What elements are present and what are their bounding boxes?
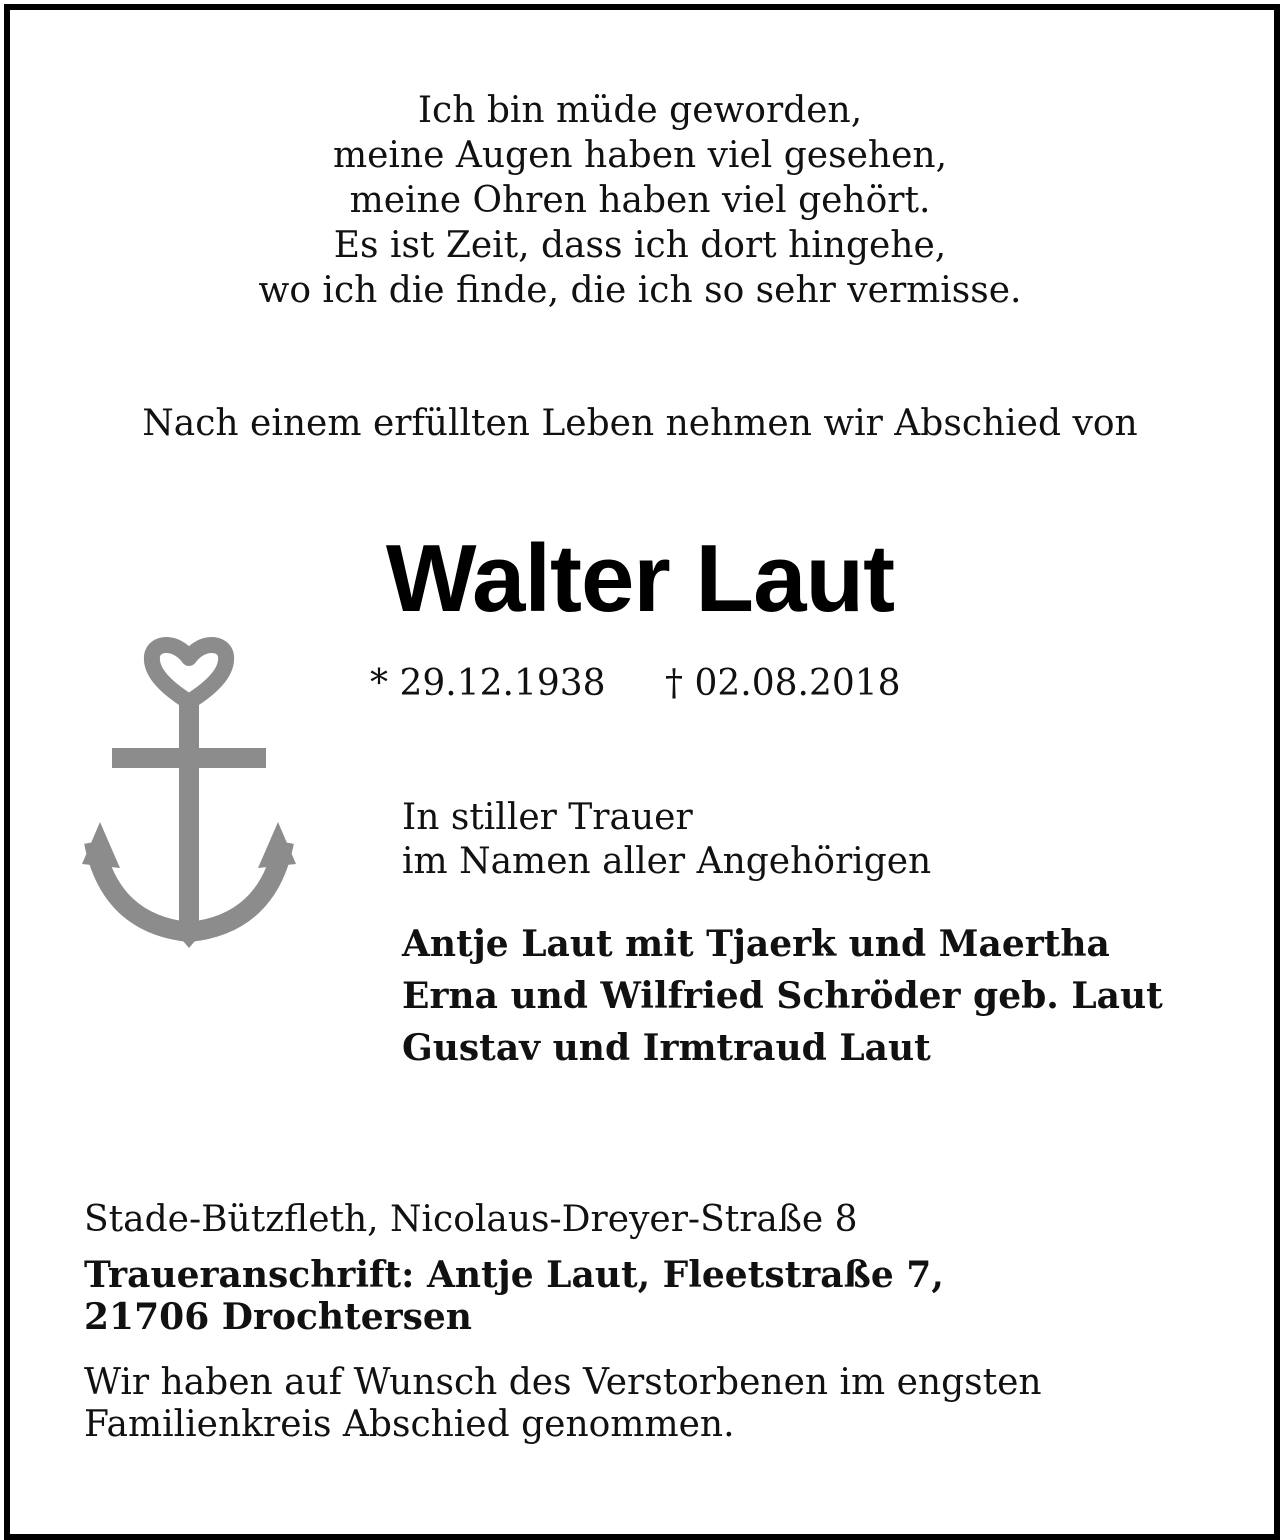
family-member: Erna und Wilfried Schröder geb. Laut [402, 975, 1163, 1017]
poem-line: wo ich die finde, die ich so sehr vermisse. [258, 270, 1022, 311]
birth-date: * 29.12.1938 [370, 663, 606, 704]
note-line: Familienkreis Abschied genommen. [84, 1404, 735, 1445]
poem [0, 88, 1280, 313]
mourning-text [402, 796, 931, 884]
closing-note [84, 1362, 1042, 1446]
poem-line: Ich bin müde geworden, [417, 90, 863, 131]
deceased-name: Walter Laut [385, 525, 895, 632]
poem-line: meine Augen haben viel gesehen, [332, 135, 948, 176]
condolence-line: 21706 Drochtersen [84, 1296, 472, 1338]
death-date: † 02.08.2018 [665, 663, 901, 704]
condolence-address [84, 1254, 944, 1338]
mourning-line: In stiller Trauer [402, 797, 693, 838]
family-member: Gustav und Irmtraud Laut [402, 1027, 931, 1069]
anchor-heart-icon [80, 632, 298, 950]
family-member: Antje Laut mit Tjaerk und Maertha [402, 923, 1110, 965]
family-list [402, 918, 1163, 1074]
poem-line: Es ist Zeit, dass ich dort hingehe, [333, 225, 947, 266]
residence-address: Stade-Bützfleth, Nicolaus-Dreyer-Straße 8 [84, 1199, 858, 1240]
condolence-line: Traueranschrift: Antje Laut, Fleetstraße 7, [84, 1254, 944, 1296]
poem-line: meine Ohren haben viel gehört. [349, 180, 931, 221]
intro-text: Nach einem erfüllten Leben nehmen wir Abschied von [142, 403, 1138, 444]
mourning-line: im Namen aller Angehörigen [402, 841, 932, 882]
note-line: Wir haben auf Wunsch des Verstorbenen im engsten [84, 1362, 1042, 1403]
